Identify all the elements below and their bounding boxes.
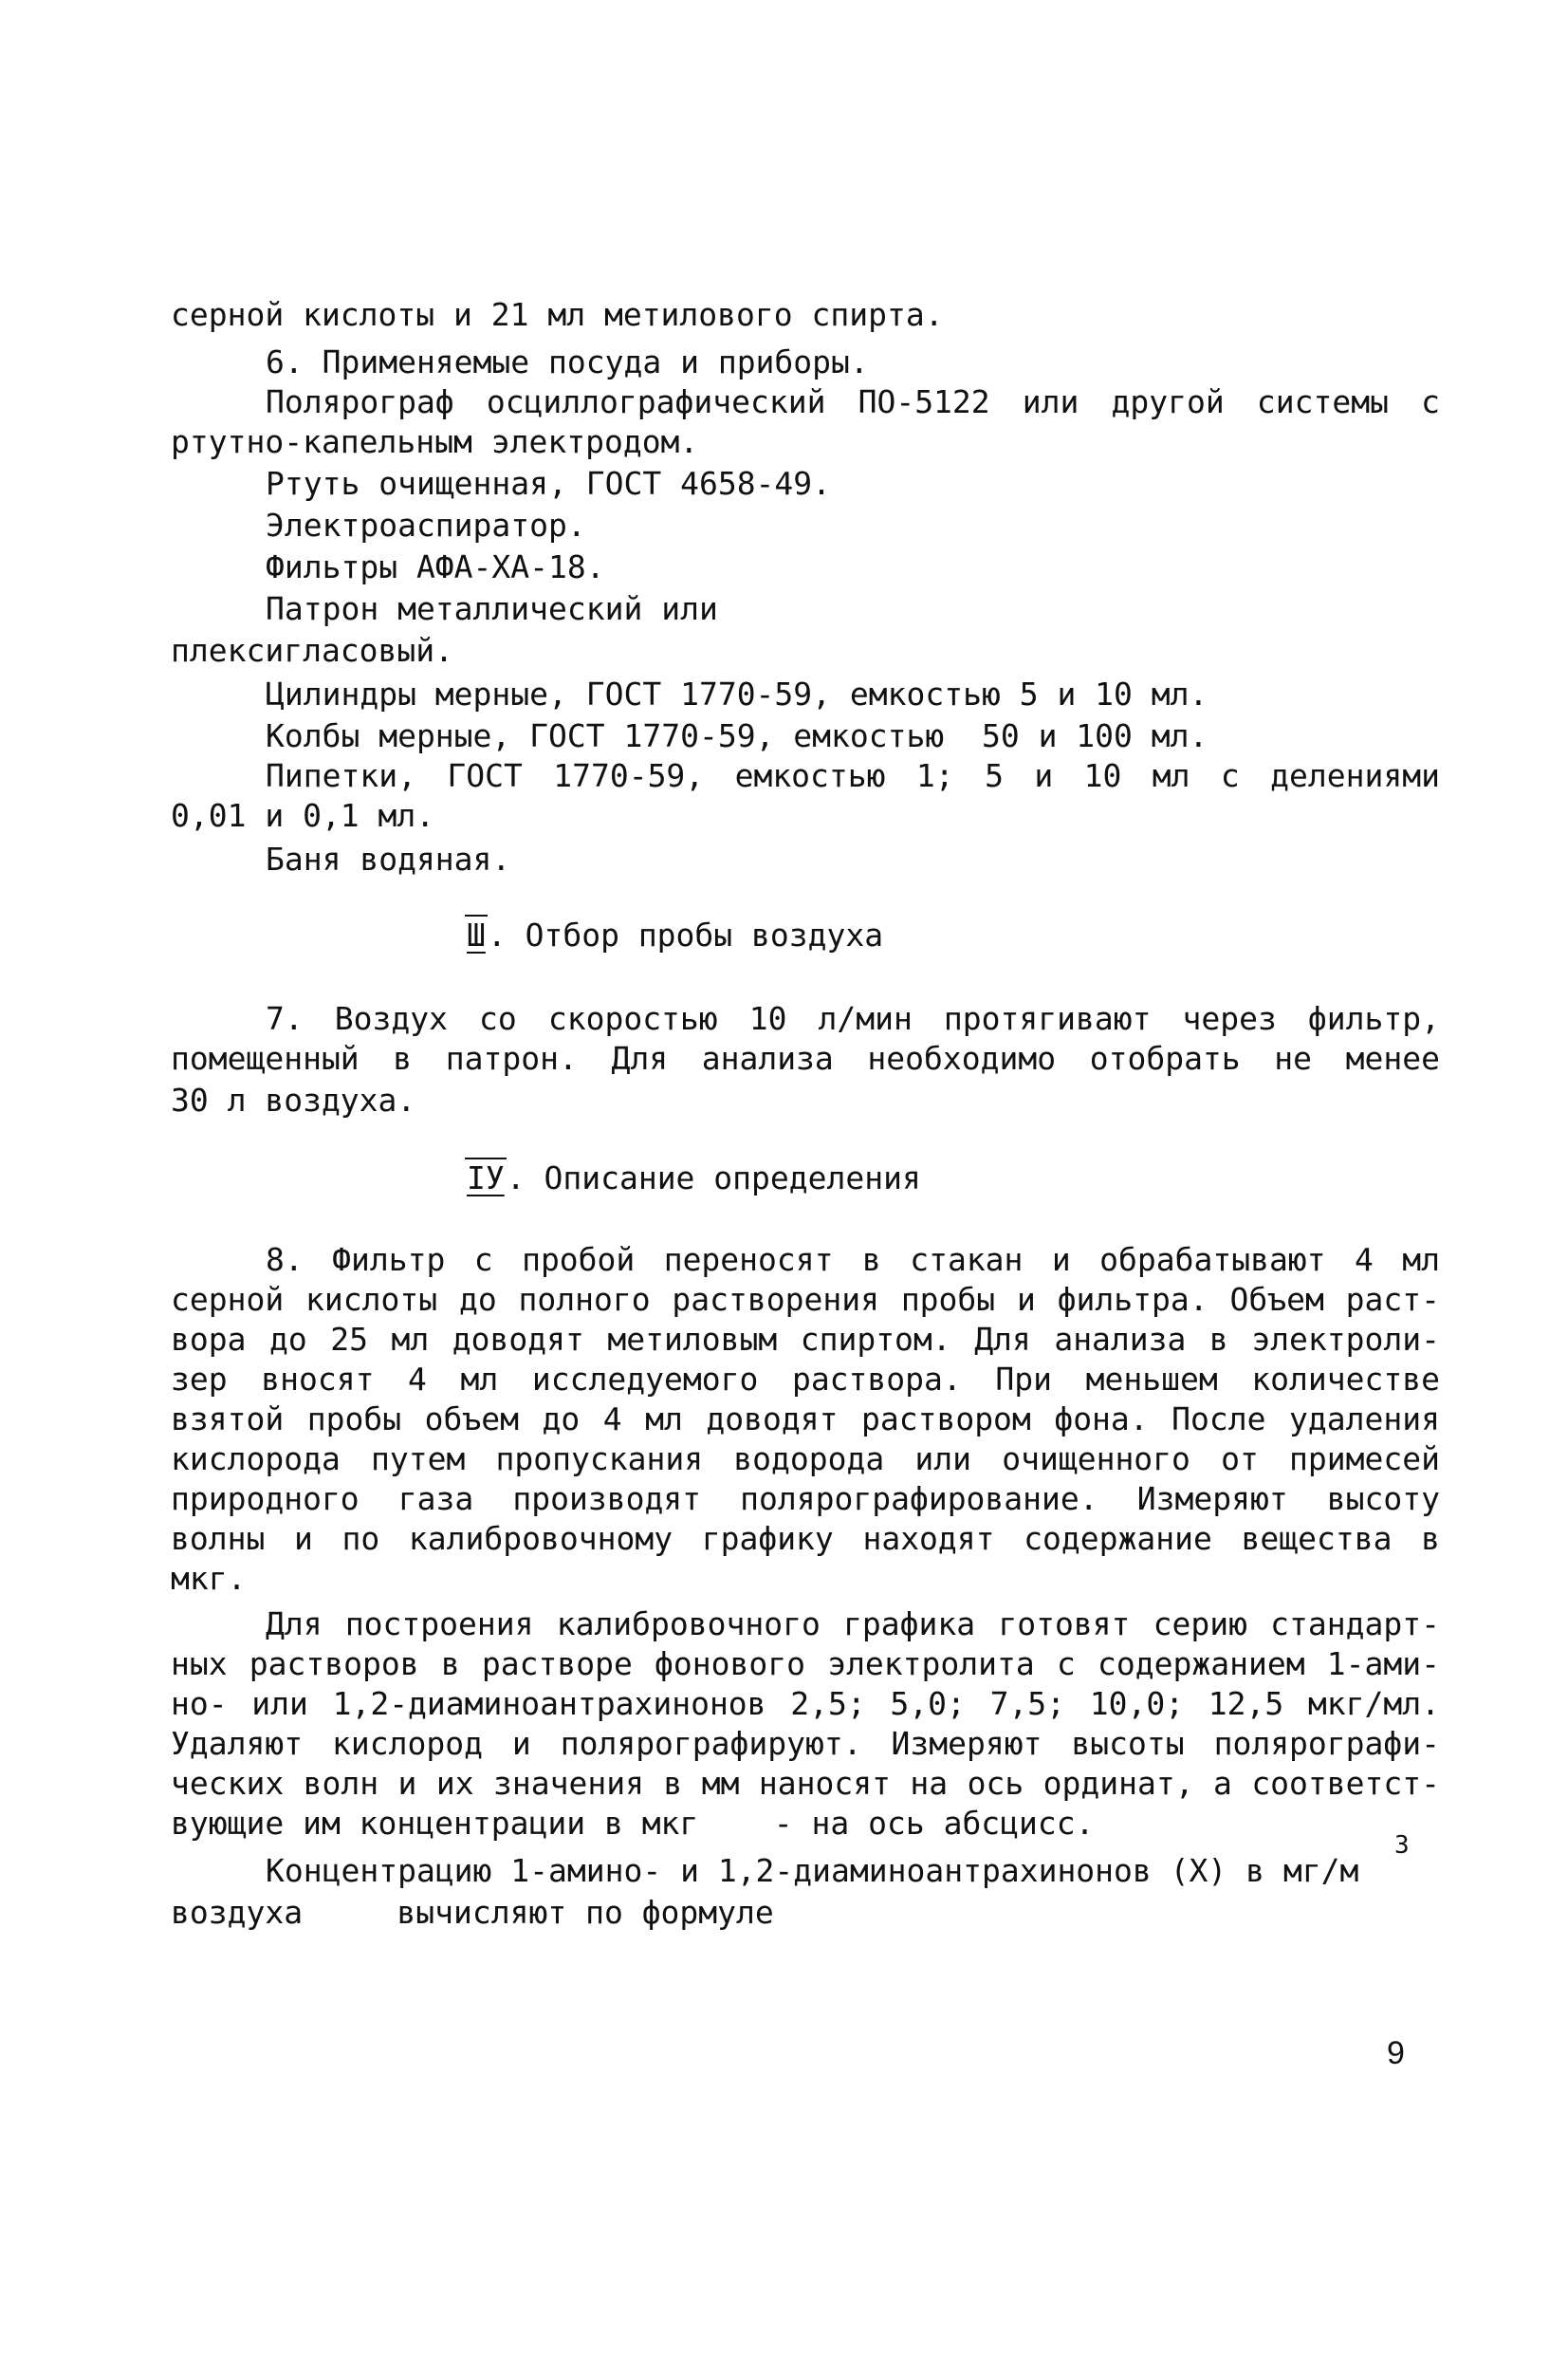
text-line: 8. Фильтр с пробой переносят в стакан и обрабатывают 4 мл bbox=[266, 1241, 1440, 1278]
text-line: помещенный в патрон. Для анализа необходимо отобрать не менее bbox=[171, 1040, 1440, 1077]
text-line: природного газа производят полярографирование. Измеряют высоту bbox=[171, 1480, 1440, 1517]
text-line: мкг. bbox=[171, 1560, 247, 1597]
text-line: Баня водяная. bbox=[266, 841, 511, 878]
text-line: Фильтры АФА-ХА-18. bbox=[266, 548, 605, 585]
page-number: 9 bbox=[1387, 2035, 1405, 2071]
text-line: ртутно-капельным электродом. bbox=[171, 423, 699, 460]
text-line: взятой пробы объем до 4 мл доводят раствором фона. После удаления bbox=[171, 1400, 1440, 1437]
text-line: волны и по калибровочному графику находят содержание вещества в bbox=[171, 1520, 1440, 1557]
roman-numeral: IУ bbox=[467, 1159, 505, 1196]
section-title: . Описание определения bbox=[506, 1159, 921, 1196]
text-line: но- или 1,2-диаминоантрахинонов 2,5; 5,0; 7,5; 10,0; 12,5 мкг/мл. bbox=[171, 1685, 1440, 1722]
text-line: серной кислоты и 21 мл метилового спирта. bbox=[171, 296, 944, 333]
text-line: Патрон металлический или bbox=[266, 590, 718, 627]
section-title: . Отбор пробы воздуха bbox=[487, 917, 884, 954]
section-heading-air-sampling bbox=[465, 917, 883, 955]
text-line: зер вносят 4 мл исследуемого раствора. При меньшем количестве bbox=[171, 1361, 1440, 1398]
text-line: вующие им концентрации в мкг - на ось абсцисс. bbox=[171, 1805, 1095, 1842]
text-line: кислорода путем пропускания водорода или очищенного от примесей bbox=[171, 1440, 1440, 1477]
text-line: вора до 25 мл доводят метиловым спиртом. Для анализа в электроли- bbox=[171, 1321, 1440, 1358]
text-line: 30 л воздуха. bbox=[171, 1082, 416, 1119]
roman-numeral: Ш bbox=[467, 917, 486, 954]
text-line: Концентрацию 1-амино- и 1,2-диаминоантрахинонов (X) в мг/м bbox=[266, 1852, 1359, 1889]
text-line: 0,01 и 0,1 мл. bbox=[171, 797, 435, 834]
text-line: серной кислоты до полного растворения пробы и фильтра. Объем раст- bbox=[171, 1281, 1440, 1318]
text-line: Колбы мерные, ГОСТ 1770-59, емкостью 50 и 100 мл. bbox=[266, 717, 1208, 754]
text-line: Ртуть очищенная, ГОСТ 4658-49. bbox=[266, 465, 832, 502]
text-line: Для построения калибровочного графика готовят серию стандарт- bbox=[266, 1605, 1440, 1642]
text-line: воздуха вычисляют по формуле bbox=[171, 1894, 774, 1931]
text-line: Полярограф осциллографический ПО-5122 или другой системы с bbox=[266, 383, 1440, 420]
text-line: ных растворов в растворе фонового электролита с содержанием 1-ами- bbox=[171, 1645, 1440, 1682]
text-line: 7. Воздух со скоростью 10 л/мин протягивают через фильтр, bbox=[266, 1000, 1440, 1037]
text-line: Пипетки, ГОСТ 1770-59, емкостью 1; 5 и 10 мл с делениями bbox=[266, 757, 1440, 794]
text-line: Цилиндры мерные, ГОСТ 1770-59, емкостью 5 и 10 мл. bbox=[266, 676, 1208, 713]
superscript-cubed: 3 bbox=[1394, 1831, 1410, 1860]
section-heading-determination bbox=[465, 1159, 921, 1197]
text-line: ческих волн и их значения в мм наносят на ось ординат, а соответст- bbox=[171, 1765, 1440, 1802]
text-line: Удаляют кислород и полярографируют. Измеряют высоты полярографи- bbox=[171, 1725, 1440, 1762]
item-heading-equipment: 6. Применяемые посуда и приборы. bbox=[266, 343, 869, 380]
text-line: Электроаспиратор. bbox=[266, 507, 586, 544]
text-line: плексигласовый. bbox=[171, 632, 454, 669]
